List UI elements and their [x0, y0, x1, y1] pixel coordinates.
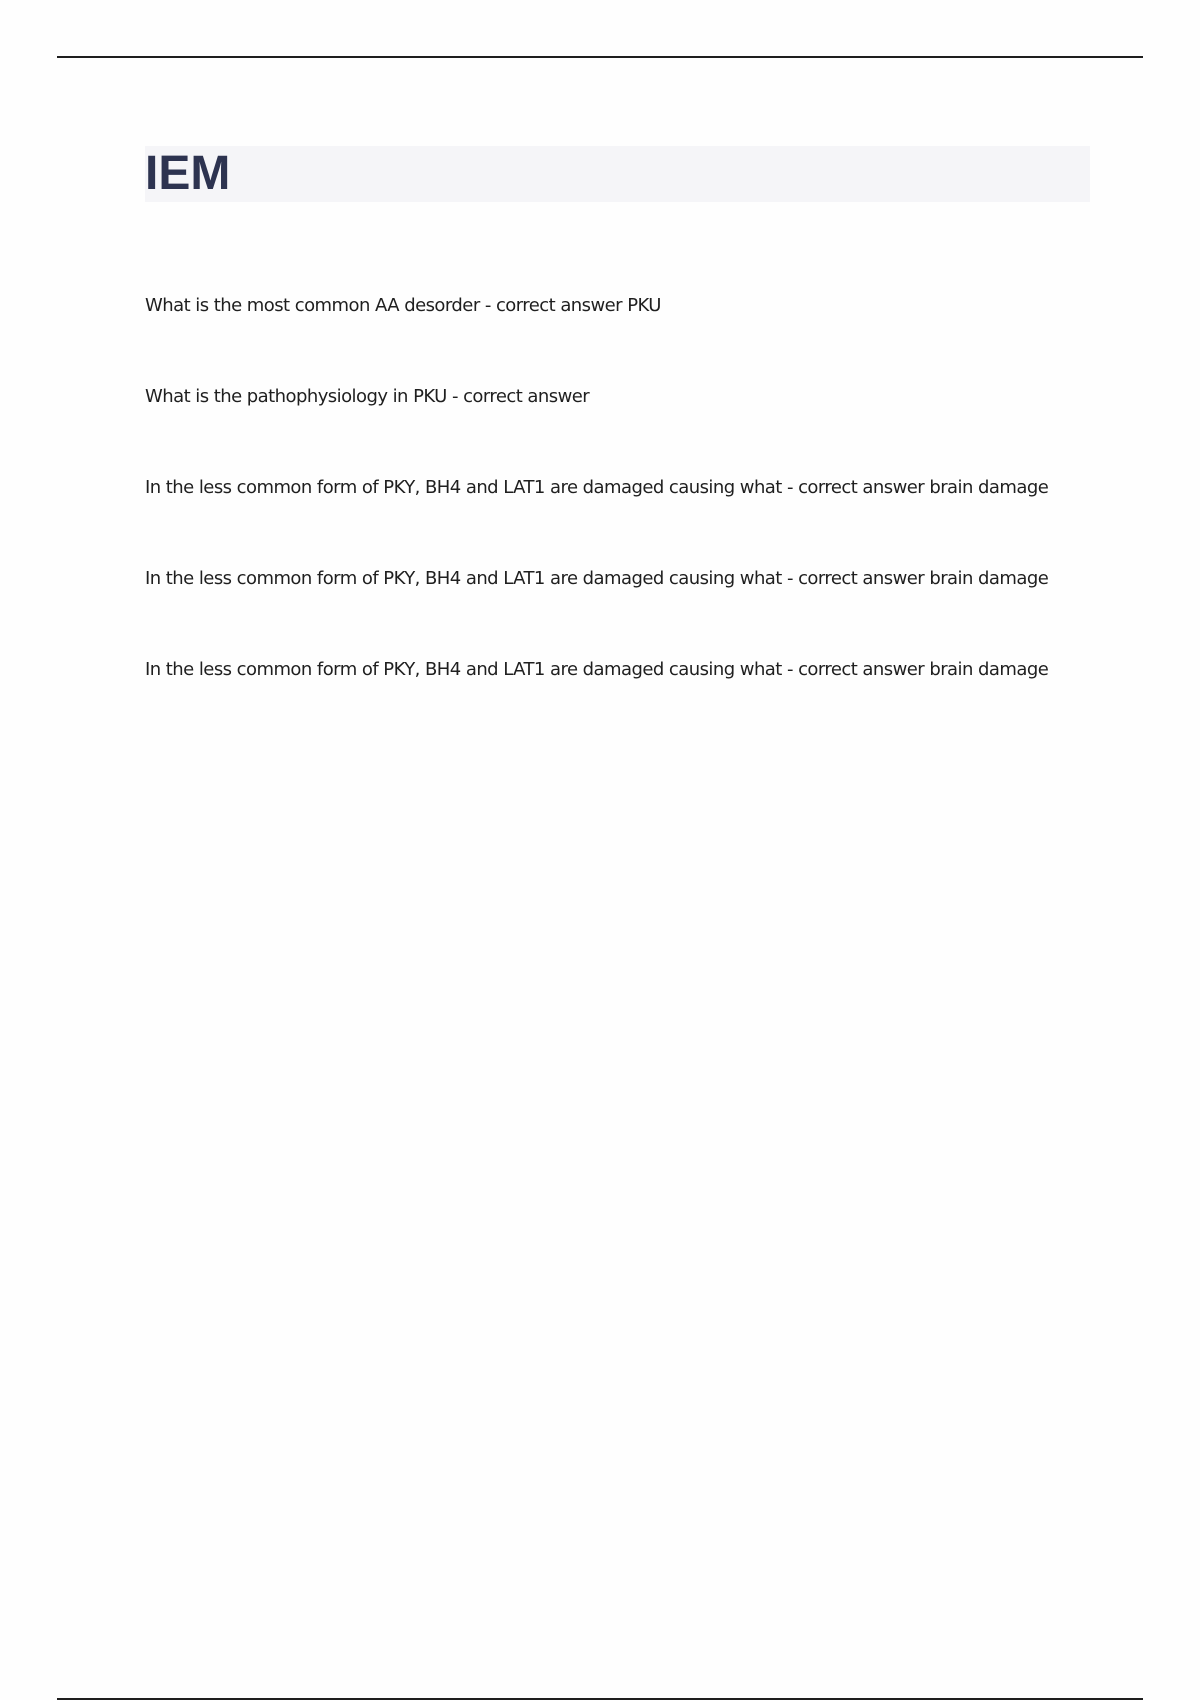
document-title: IEM [145, 147, 231, 200]
title-band [145, 146, 1090, 202]
qa-item: In the less common form of PKY, BH4 and LAT1 are damaged causing what - correct answer brain damage [145, 477, 1049, 498]
qa-item: In the less common form of PKY, BH4 and LAT1 are damaged causing what - correct answer brain damage [145, 659, 1049, 680]
qa-item: In the less common form of PKY, BH4 and LAT1 are damaged causing what - correct answer brain damage [145, 568, 1049, 589]
header-rule [57, 56, 1143, 58]
qa-item: What is the pathophysiology in PKU - correct answer [145, 386, 590, 407]
qa-item: What is the most common AA desorder - correct answer PKU [145, 295, 661, 316]
